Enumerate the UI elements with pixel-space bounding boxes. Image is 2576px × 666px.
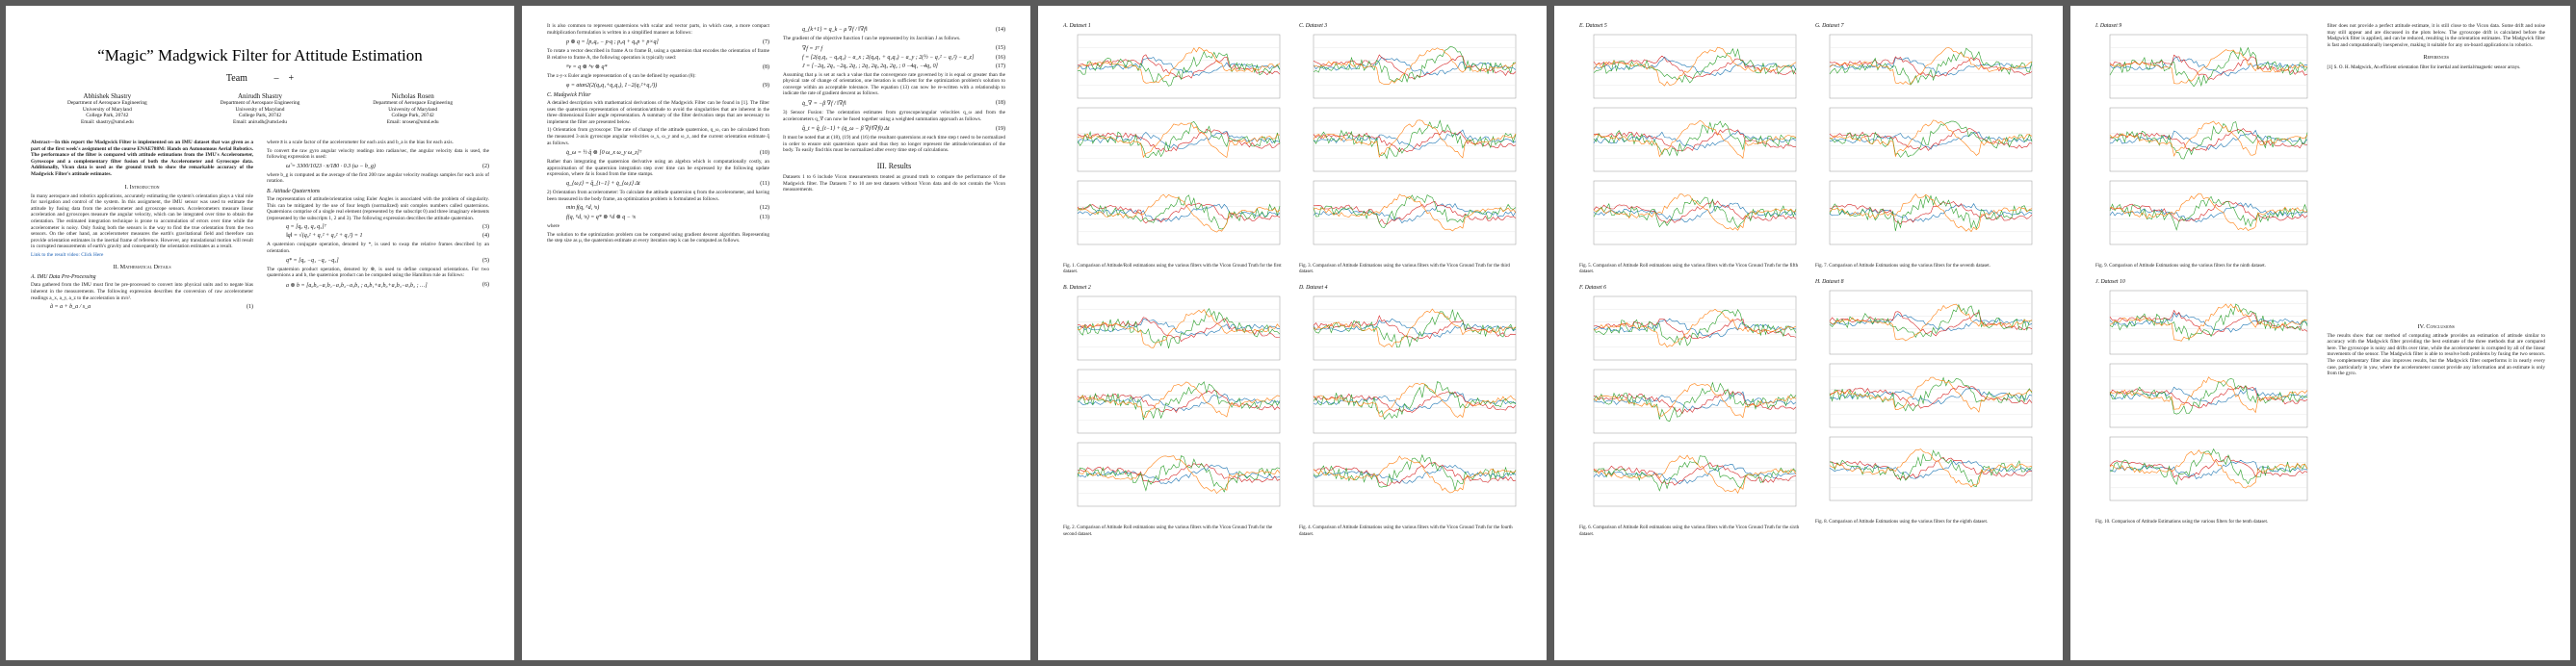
- author-3: Nicholas Rosen Department of Aerospace Engineering University of Maryland College Park, 20742 Email: nrosen@umd.edu: [373, 92, 454, 126]
- subplot-2: [1314, 108, 1516, 171]
- equation-19: q̂_t = q̂_{t−1} + (q̇_ω − β ∇f/‖∇f‖) Δt (19): [802, 125, 1005, 133]
- section-results: III. Results: [876, 161, 912, 170]
- assume-text: Assuming that μ is set at such a value that the convergence rate governed by it is equal or greater than the physical rate of change of orientation, one iteration is sufficient for the optimization problem's solution to converge within an acceptable tolerance. The equation (13) can now be re-written with a relationship to indicate the rate of gradient descent as follows.: [783, 71, 1005, 97]
- subsection-a: A. IMU Data Pre-Processing: [31, 274, 96, 281]
- subplot-1: [2110, 291, 2307, 354]
- equation-5: q* = [q₀ −q₁ −q₂ −q₃] (5): [286, 257, 489, 264]
- figure-4: D. Dataset 4 Fig. 4. Comparison of Attitude Estimations using the various filters with the Vicon Ground Truth for the fourth dataset.: [1299, 285, 1522, 537]
- subsection-b: B. Attitude Quaternions: [267, 188, 321, 194]
- subsection-c: C. Madgwick Filter: [547, 91, 591, 98]
- subplot-1: [1078, 296, 1280, 360]
- scale-text: where a̅ is a scale factor of the accelerometer for each axis and b_a is the bias for each axis.: [267, 139, 454, 145]
- author-1: Abhishek Shastry Department of Aerospace Engineering University of Maryland College Park, 20742 Email: shastry@umd.edu: [66, 92, 147, 126]
- subplot-1: [1314, 35, 1516, 98]
- prod-text: The quaternion product operation, denoted by ⊗, is used to define compound orientations. For two quaternions a and b, the quaternion product can be computed using the Hamilton rule as follows:: [267, 266, 489, 279]
- section-math: II. Mathematical Details: [113, 264, 171, 271]
- figure-10-plot: [2096, 287, 2313, 518]
- bias-text: where b_g is computed as the average of the first 200 raw angular velocity readings samples for each axis of rotation.: [267, 171, 489, 185]
- equation-7: p ⊗ q = [p₀q₀ − p·q ; p₀q + q₀p + p×q] (7): [566, 38, 769, 46]
- jac-text: The gradient of the objective function f can be represented by its Jacobian J as follows.: [783, 36, 961, 41]
- subplot-3: [1830, 437, 2032, 500]
- integ-text: Rather than integrating the quaternion derivative using an algebra which is computationally costly, an approximation of the quaternion integration step over time can be expressed by the following update expression, where Δt is found from the time stamps.: [547, 159, 769, 178]
- equation-16: f = [2(q₁q₃ − q₀q₂) − a_x ; 2(q₀q₁ + q₂q₃) − a_y ; 2(½ − q₁² − q₂²) − a_z] (16): [802, 54, 1005, 61]
- figure-6: F. Dataset 6 Fig. 6. Comparison of Attitude Roll estimations using the various filters with the Vicon Ground Truth for the sixth dataset.: [1579, 285, 1802, 537]
- figure-7-plot: [1816, 31, 2038, 262]
- figure-5: E. Dataset 5 Fig. 5. Comparison of Attitude Roll estimations using the various filters with the Vicon Ground Truth for the fifth dataset.: [1579, 23, 1802, 275]
- subplot-3: [2110, 437, 2307, 500]
- subplot-3: [1078, 181, 1280, 244]
- p2-euler: The z-y-x Euler angle representation of q can be defined by equation (8):: [547, 73, 696, 80]
- page-4: [1554, 6, 2063, 660]
- equation-8: ᴮv = q ⊗ ᴬv ⊗ q* (8): [566, 64, 769, 71]
- concl-intro: filter does not provide a perfect attitude estimate, it is still close to the Vicon data. Some drift and noise may still appear and are discussed in the plots below. The gyroscope drift is calculated before the Madgwick filter is applied, and can be reduced, resulting in the orientation estimates. The Madgwick filter is fast and computationally inexpensive, making it suitable for any on-board applications in robotics.: [2327, 23, 2545, 48]
- figure-8-plot: [1816, 287, 2038, 518]
- subplot-2: [1594, 108, 1796, 171]
- subplot-2: [1830, 108, 2032, 171]
- figure-5-plot: [1580, 31, 1802, 262]
- subplot-3: [1078, 443, 1280, 506]
- abstract: Abstract—In this report the Madgwick Filter is implemented on an IMU dataset that was given as a part of the first week's assignment of the course ENAE788M: Hands on Autonomous Aerial Robotics. The performance of the filter is compared with attitude estimations from the IMU's Accelerometer, Gyroscope and a complementary filter fusion of both the Accelerometer and Gyroscope data. Additionally, Vicon data is used as the ground truth to show the remarkable accuracy of the Madgwick Filter's attitude estimates.: [31, 139, 253, 177]
- equation-2: ω̃ = 3300/1023 · π/180 · 0.3 (ω − b_g) (2): [286, 163, 489, 169]
- paper-title: “Magic” Madgwick Filter for Attitude Estimation: [97, 46, 423, 64]
- subplot-2: [1830, 364, 2032, 427]
- page-5: [2070, 6, 2570, 660]
- page-3: [1038, 6, 1547, 660]
- quat-text: The representation of attitude/orientation using Euler Angles is associated with the problem of singularity. This can be mitigated by the use of four length (normalized) unit complex numbers called quaternions. Quaternions comprise of a single real element (represented by the subscript 0) and three imaginary elements (represented by the subscripts 1, 2 and 3). The following expression describes the attitude quaternion.: [267, 195, 489, 221]
- conclusions-text: The results show that our method of computing attitude provides an estimation of attitude similar to accuracy with the Madgwick filter providing the best estimate of the three methods that are compared here. The gyroscope is noisy and drifts over time, while the accelerometer is corrupted by all of the linear movements of the sensor. The Madgwick filter is able to resolve both problems by fusing the two sensors. The complementary filter also improves results, but the Madgwick filter outperforms it in nearly every case, particularly in yaw, where the accelerometer cannot provide any information and an estimate is only from the gyro.: [2327, 332, 2545, 377]
- p2-rot: To rotate a vector described in frame A to frame B, using a quaternion that encodes the orientation of frame B relative to frame A, the following operation is typically used:: [547, 48, 769, 61]
- subplot-3: [1314, 443, 1516, 506]
- author-2: Anirudh Shastry Department of Aerospace Engineering University of Maryland College Park, 20742 Email: anirudh@umd.edu: [220, 92, 300, 126]
- p2-intro: It is also common to represent quaternions with scalar and vector parts, in which case, a more compact multiplication formulation is written in a simplified manner as follows:: [547, 23, 769, 36]
- subplot-2: [1594, 370, 1796, 433]
- fusion-text: 3) Sensor Fusion: The orientation estimates from gyroscope/angular velocities q_ω and from the accelerometers q_∇ can now be fused together using a weighted summation approach as follows.: [783, 109, 1005, 122]
- sol-text: The solution to the optimization problem can be computed using gradient descent algorithm. Representing the step size as μ, the quaternion estimate at every iteration step k can be computed as follows.: [547, 231, 769, 244]
- figure-3-plot: [1300, 31, 1522, 262]
- subplot-1: [1314, 296, 1516, 360]
- figure-6-plot: [1580, 293, 1802, 524]
- madgwick-text: A detailed description with mathematical derivations of the Madgwick Filter can be found in [1]. The filter uses the quaternion representation of orientation/attitude to avoid the singularities that are inherent in the three dimensional Euler angle representation. A summary of the filter derivation steps that are necessary to implement the filter are presented below.: [547, 99, 769, 125]
- references-heading: References: [2423, 54, 2450, 62]
- author-block: [31, 93, 489, 126]
- subplot-3: [1594, 181, 1796, 244]
- equation-13: f(q, ᴱd, ˢs) = q* ⊗ ᴱd ⊗ q − ˢs (13): [566, 214, 769, 221]
- figure-2: B. Dataset 2 Fig. 2. Comparison of Attitude Roll estimations using the various filters with the Vicon Ground Truth for the second dataset.: [1063, 285, 1286, 537]
- subplot-2: [1078, 370, 1280, 433]
- subplot-1: [1830, 291, 2032, 354]
- equation-11: q_{ω,t} = q̂_{t−1} + q̇_{ω,t} Δt (11): [566, 180, 769, 187]
- page-1: [6, 6, 514, 660]
- subplot-1: [1594, 296, 1796, 360]
- figure-9: I. Dataset 9 Fig. 9. Comparison of Attitude Estimations using the various filters for the ninth dataset.: [2095, 23, 2314, 269]
- subplot-3: [1314, 181, 1516, 244]
- subplot-2: [1314, 370, 1516, 433]
- figure-10: J. Dataset 10 Fig. 10. Comparison of Attitude Estimations using the various filters for the tenth dataset.: [2095, 279, 2314, 525]
- equation-15: ∇f = Jᵀ f (15): [802, 45, 1005, 52]
- subplot-2: [2110, 364, 2307, 427]
- fusion2-text: It must be noted that at (18), (19) and (16) the resultant quaternions at each time step t need to be normalized in order to ensure unit quaternion space and thus they no longer represent the attitude/orientation of the body. To easily find this must be normalized after every time step of calculations.: [783, 135, 1005, 154]
- figure-3: C. Dataset 3 Fig. 3. Comparison of Attitude Estimations using the various filters with the Vicon Ground Truth for the third dataset.: [1299, 23, 1522, 275]
- team-name: Team – +: [225, 73, 295, 84]
- figure-7: G. Dataset 7 Fig. 7. Comparison of Attitude Estimations using the various filters for the seventh dataset.: [1815, 23, 2038, 269]
- gyro-text: To convert the raw gyro angular velocity readings into radian/sec, the angular velocity data is used, the following expression is used:: [267, 147, 489, 161]
- intro-text: In many aerospace and robotics applications, accurately estimating the system's orientation plays a vital role for navigation and control of the system. In this assignment, the IMU sensor was used to estimate the attitude by fusing data from the accelerometer and gyroscope sensors. Accelerometers measure linear acceleration and gyroscopes measure the angular velocity, which can be integrated over time to obtain the orientation. The estimated integration technique is prone to accumulation of errors over time while the accelerometer is noisy. Only fusing both the sensors is the way to find the true orientation from the two sensors. On the other hand, an accelerometer measures the earth's gravitational field and therefore can provide orientation estimates in the inertial frame of reference. However, any translational motion will result in corrupted measurements of earth's gravity and consequently the orientation estimates as a result.: [31, 192, 253, 250]
- equation-10: q̇_ω = ½ q̂ ⊗ [0 ω_x ω_y ω_z]ᵀ (10): [566, 149, 769, 157]
- equation-12: min f(q, ᴱd, ˢs) (12): [566, 205, 769, 212]
- figure-1-plot: [1064, 31, 1286, 262]
- subplot-3: [2110, 181, 2307, 244]
- conj-text: A quaternion conjugate operation, denoted by *, is used to swap the relative frames described by an orientation.: [267, 242, 489, 254]
- where-label: where: [547, 223, 559, 230]
- figure-1: A. Dataset 1 Fig. 1. Comparison of Attitude/Roll estimations using the various filters with the Vicon Ground Truth for the first dataset.: [1063, 23, 1286, 275]
- subplot-1: [1594, 35, 1796, 98]
- equation-6: a ⊗ b = [a₀b₀−a₁b₁−a₂b₂−a₃b₃ ; a₀b₁+a₁b₀+a₂b₃−a₃b₂ ; …] (6): [286, 282, 489, 289]
- figure-2-plot: [1064, 293, 1286, 524]
- video-link[interactable]: Link to the result video: Click Here: [31, 251, 104, 258]
- equation-18: q̇_∇ = −β ∇f / ‖∇f‖ (18): [802, 100, 1005, 107]
- figure-8: H. Dataset 8 Fig. 8. Comparison of Attitude Estimations using the various filters for the eighth dataset.: [1815, 279, 2038, 525]
- preproc-text: Data gathered from the IMU must first be pre-processed to convert into physical units and to negate bias inherent in the measurements. The following expression describes the conversion of raw accelerometer readings a_x, a_y, a_z to the acceleration in m/s².: [31, 282, 253, 301]
- gyro-orient-text: 1) Orientation from gyroscope: The rate of change of the attitude quaternion, q_ω, can be calculated from the measured 3-axis gyroscope angular velocities ω_x, ω_y and ω_z, and the current orientation estimate q̂ as follows.: [547, 127, 769, 146]
- subplot-1: [1078, 35, 1280, 98]
- equation-14: q_{k+1} = q_k − μ ∇f / ‖∇f‖ (14): [802, 26, 1005, 33]
- subplot-1: [1830, 35, 2032, 98]
- section-introduction: I. Introduction: [124, 183, 160, 191]
- subplot-1: [2110, 35, 2307, 98]
- subplot-3: [1594, 443, 1796, 506]
- equation-1: ã = a + b_a / s_a (1): [50, 304, 253, 311]
- subplot-3: [1830, 181, 2032, 244]
- subplot-2: [2110, 108, 2307, 171]
- reference-1: [1] S. O. H. Madgwick, An efficient orientation filter for inertial and inertial/magnetic sensor arrays.: [2327, 65, 2521, 71]
- equation-9: φ = atan2(2(q₀q₁+q₂q₃), 1−2(q₁²+q₂²)) (9): [566, 82, 769, 89]
- subplot-2: [1078, 108, 1280, 171]
- equation-3: q = [q₀ q₁ q₂ q₃]ᵀ (3): [286, 224, 489, 231]
- equation-17: J = [−2q₂ 2q₃ −2q₀ 2q₁ ; 2q₁ 2q₀ 2q₃ 2q₂ ; 0 −4q₁ −4q₂ 0] (17): [802, 63, 1005, 69]
- page-2: [522, 6, 1030, 660]
- accel-orient-text: 2) Orientation from accelerometer: To calculate the attitude quaternion q from the accelerometer, and having been measured in the body frame, an optimization problem is formulated as follows.: [547, 189, 769, 202]
- equation-4: ‖q‖ = √(q₀² + q₁² + q₂² + q₃²) = 1 (4): [286, 233, 489, 240]
- section-conclusions: IV. Conclusions: [2417, 322, 2455, 330]
- results-text: Datasets 1 to 6 include Vicon measurements treated as ground truth to compare the performance of the Madgwick filter. The Datasets 7 to 10 are test datasets without Vicon data and do not contain the Vicon measurements.: [783, 173, 1005, 193]
- figure-9-plot: [2096, 31, 2313, 262]
- figure-4-plot: [1300, 293, 1522, 524]
